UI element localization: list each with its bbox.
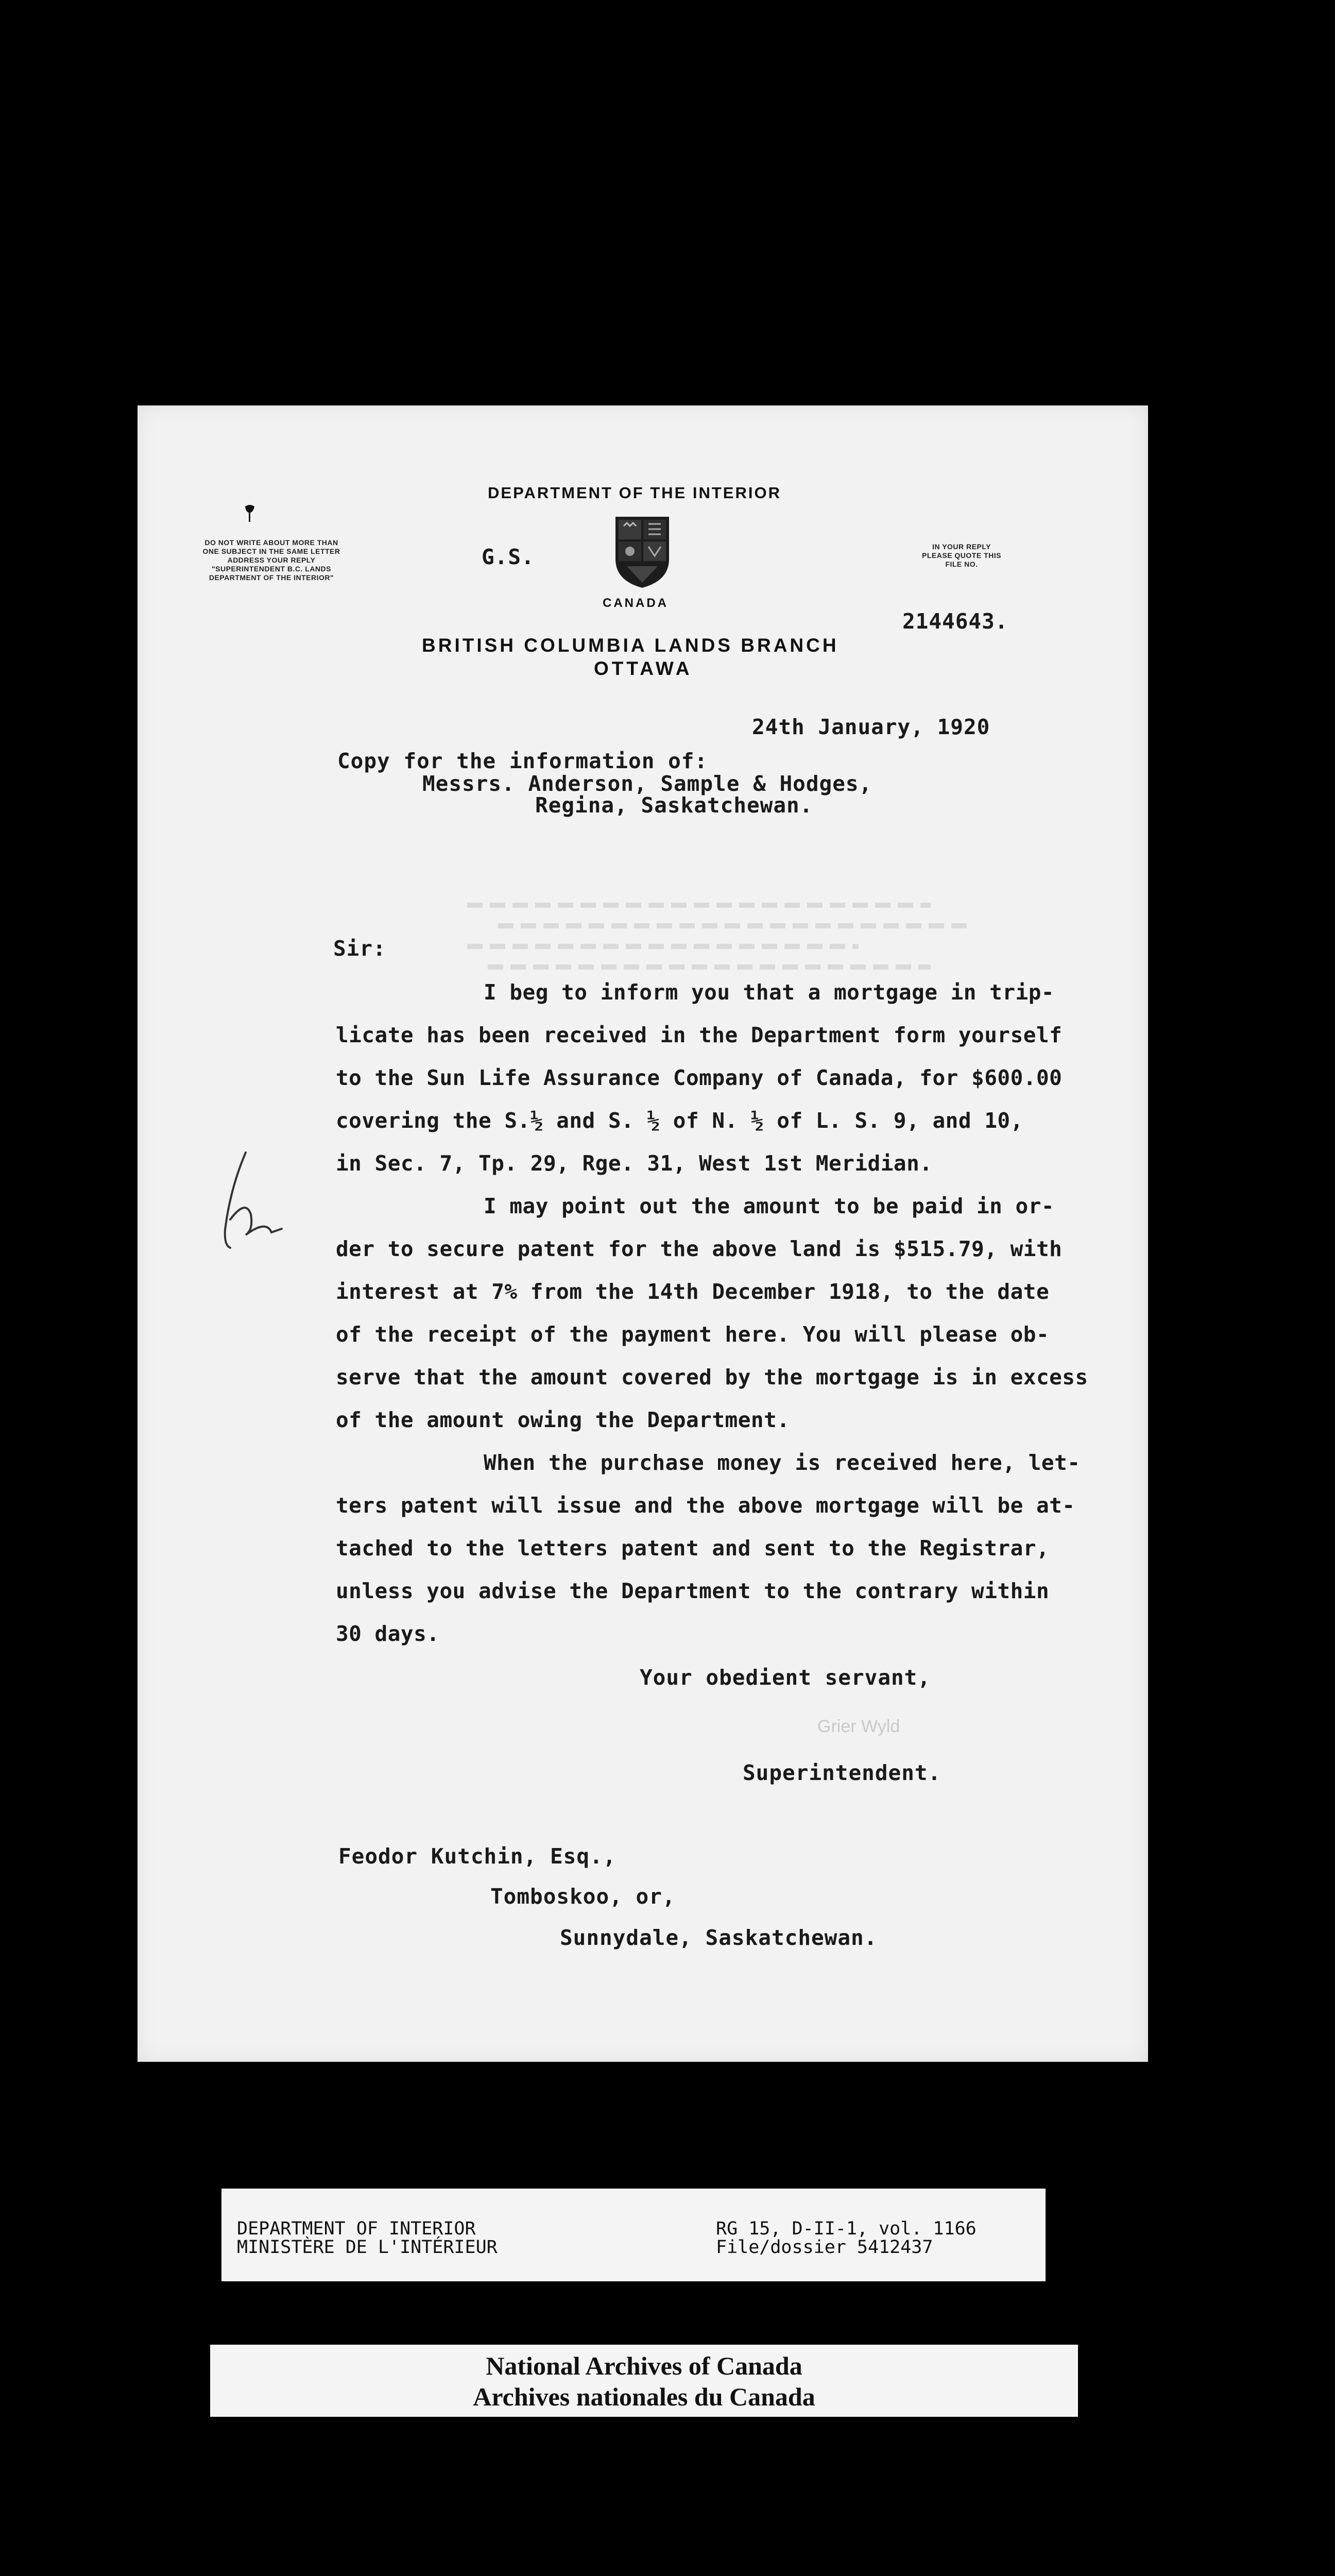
body-line: 30 days. xyxy=(336,1621,440,1646)
body-line: of the amount owing the Department. xyxy=(336,1408,790,1432)
right-notice-line: FILE NO. xyxy=(945,560,978,568)
initials-code: G.S. xyxy=(482,545,535,569)
archive-name-en: National Archives of Canada xyxy=(486,2351,802,2380)
canada-crest-icon xyxy=(611,513,673,590)
left-notice-line: ADDRESS YOUR REPLY xyxy=(227,556,316,564)
body-line: of the receipt of the payment here. You will please ob- xyxy=(336,1322,1050,1347)
country-label: CANADA xyxy=(603,596,669,610)
letter-page xyxy=(138,405,1148,2062)
body-line: tached to the letters patent and sent to the Registrar, xyxy=(336,1536,1050,1561)
left-notice-line: DO NOT WRITE ABOUT MORE THAN xyxy=(204,538,338,547)
bleed-through xyxy=(467,895,982,977)
label-dept-fr: MINISTÈRE DE L'INTÉRIEUR xyxy=(237,2237,498,2258)
right-notice-line: IN YOUR REPLY xyxy=(932,543,991,551)
label-reference: RG 15, D-II-1, vol. 1166 xyxy=(716,2218,977,2239)
body-line: unless you advise the Department to the contrary within xyxy=(336,1579,1050,1603)
closing: Your obedient servant, xyxy=(640,1665,931,1690)
body-line: interest at 7% from the 14th December 1918, to the date xyxy=(336,1279,1050,1304)
letter-date: 24th January, 1920 xyxy=(752,715,990,739)
body-line: When the purchase money is received here, let- xyxy=(484,1450,1081,1475)
archive-name-fr: Archives nationales du Canada xyxy=(473,2382,815,2411)
signature-stamp: Grier Wyld xyxy=(817,1717,900,1736)
salutation: Sir: xyxy=(333,936,386,961)
copy-recipient-firm: Messrs. Anderson, Sample & Hodges, xyxy=(422,771,872,796)
body-line: ters patent will issue and the above mortgage will be at- xyxy=(336,1493,1075,1518)
body-line: I beg to inform you that a mortgage in trip- xyxy=(484,980,1055,1005)
addressee-name: Feodor Kutchin, Esq., xyxy=(338,1844,617,1869)
left-notice-line: "SUPERINTENDENT B.C. LANDS xyxy=(212,565,331,573)
body-line: der to secure patent for the above land is $515.79, with xyxy=(336,1236,1063,1261)
archive-reference-label xyxy=(221,2189,1046,2281)
left-notice-line: DEPARTMENT OF THE INTERIOR" xyxy=(209,573,334,582)
copy-for-label: Copy for the information of: xyxy=(337,749,708,773)
body-line: to the Sun Life Assurance Company of Canada, for $600.00 xyxy=(336,1065,1063,1090)
department-heading: DEPARTMENT OF THE INTERIOR xyxy=(488,484,781,502)
left-notice-line: ONE SUBJECT IN THE SAME LETTER xyxy=(202,547,340,555)
signatory-title: Superintendent. xyxy=(743,1760,942,1785)
body-line: serve that the amount covered by the mortgage is in excess xyxy=(336,1365,1088,1389)
copy-recipient-city: Regina, Saskatchewan. xyxy=(535,793,813,818)
body-line: covering the S.½ and S. ½ of N. ½ of L. S. 9, and 10, xyxy=(336,1108,1023,1133)
right-notice-line: PLEASE QUOTE THIS xyxy=(922,551,1001,560)
file-number: 2144643. xyxy=(902,609,1008,634)
left-notice xyxy=(194,538,349,582)
addressee-province: Sunnydale, Saskatchewan. xyxy=(560,1925,878,1950)
body-line: I may point out the amount to be paid in or- xyxy=(484,1194,1055,1218)
label-dept-en: DEPARTMENT OF INTERIOR xyxy=(237,2218,476,2239)
city-heading: OTTAWA xyxy=(594,658,693,679)
label-file: File/dossier 5412437 xyxy=(716,2237,933,2258)
body-line: in Sec. 7, Tp. 29, Rge. 31, West 1st Meridian. xyxy=(336,1151,933,1176)
archive-name-label xyxy=(210,2345,1078,2417)
ink-mark-icon xyxy=(243,503,256,524)
addressee-place: Tomboskoo, or, xyxy=(490,1884,676,1909)
body-line: licate has been received in the Department form yourself xyxy=(336,1023,1063,1047)
branch-heading: BRITISH COLUMBIA LANDS BRANCH xyxy=(422,635,839,656)
handwritten-initials xyxy=(210,1142,313,1266)
right-notice xyxy=(900,543,1023,569)
